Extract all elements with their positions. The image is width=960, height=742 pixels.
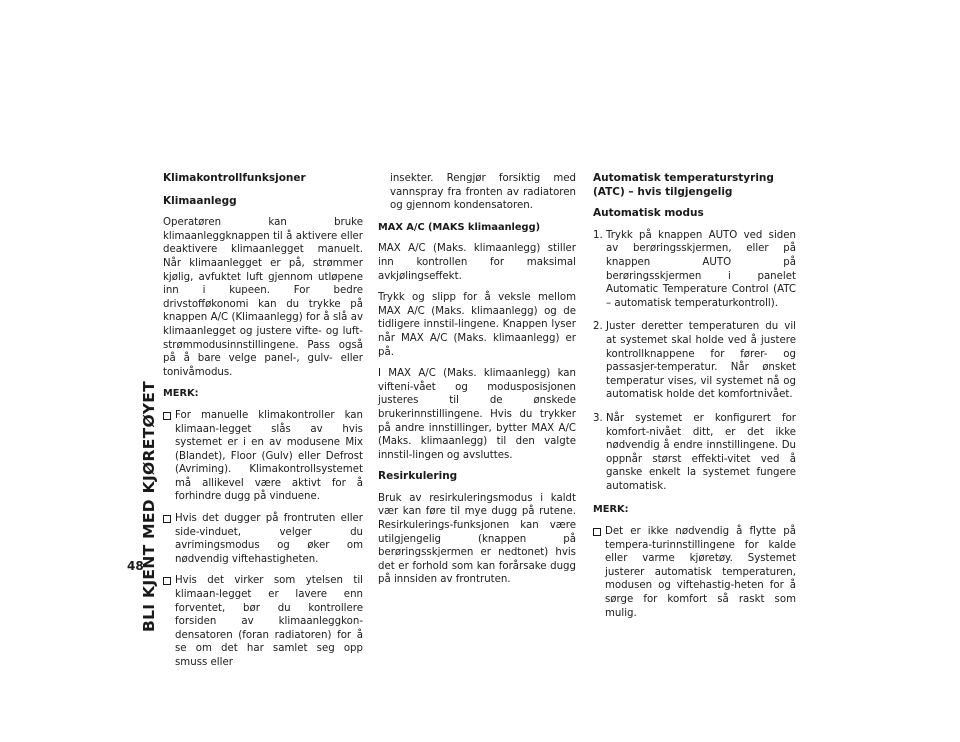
- note-heading: MERK:: [593, 504, 629, 516]
- section-label: BLI KJENT MED KJØRETØYET: [140, 381, 158, 632]
- numbered-step: 1. Trykk på knappen AUTO ved siden av berøringsskjermen, eller på knappen AUTO på berøringsskjermen i panelet Automatic Temperature Control (ATC – automatisk temperaturkontroll).: [593, 229, 796, 309]
- paragraph: I MAX A/C (Maks. klimaanlegg) kan vifteni-vået og modusposisjonen justeres til de ønskede brukerinnstillingene. Hvis du trykker på andre innstillinger, bytter MAX A/C (Maks. klimaanlegg) til den valgte innstil-lingen og avsluttes.: [378, 368, 576, 461]
- numbered-step: 3. Når systemet er konfigurert for komfort-nivået ditt, er det ikke nødvendig å endre innstillingene. Du oppnår størst effekti-vitet ved å ganske enkelt la systemet fungere automatisk.: [593, 412, 796, 492]
- maxac-heading: MAX A/C (MAKS klimaanlegg): [378, 221, 541, 233]
- checkbox-bullet-icon: [163, 515, 171, 523]
- note-heading: MERK:: [163, 388, 199, 400]
- recirculation-heading: Resirkulering: [378, 470, 458, 483]
- bullet-item: Hvis det virker som ytelsen til klimaan-legget er lavere enn forventet, bør du kontrollere forsiden av klimaanleggkon-densatoren (foran radiatoren) for å se om det har samlet seg opp smuss eller: [163, 574, 363, 669]
- column-1: [163, 172, 363, 678]
- bullet-item: For manuelle klimakontroller kan klimaan-legget slås av hvis systemet er i en av modusene Mix (Blandet), Floor (Gulv) eller Defrost (Avriming). Klimakontrollsystemet må allikevel være aktivt for å forhindre dugg på vinduene.: [163, 409, 363, 504]
- column-2: [378, 172, 576, 595]
- bullet-continuation: insekter. Rengjør forsiktig med vannspray fra fronten av radiatoren og gjennom kondensatoren.: [390, 173, 576, 212]
- paragraph: Operatøren kan bruke klimaanleggknappen til å aktivere eller deaktivere klimaanlegget manuelt. Når klimaanlegget er på, strømmer kjølig, avfuktet luft gjennom utløpene inn i kupeen. For bedre drivstofføkonomi kan du trykke på knappen A/C (Klimaanlegg) for å slå av klimaanlegget og justere vifte- og luft-strømmodusinnstillingene. Pass også på å bare velge panel-, gulv- eller tonivåmodus.: [163, 217, 363, 378]
- page-number: 48: [127, 559, 144, 573]
- atc-heading: Automatisk temperaturstyring (ATC) – hvis tilgjengelig: [593, 172, 774, 198]
- section-title: Klimakontrollfunksjoner: [163, 172, 306, 184]
- column-3: [593, 172, 796, 628]
- bullet-item: Det er ikke nødvendig å flytte på tempera-turinnstillingene for kalde eller varme kjøretøy. Systemet justerer automatisk temperaturen, modusen og viftehastig-heten for å sørge for komfort så raskt som mulig.: [593, 525, 796, 620]
- paragraph: MAX A/C (Maks. klimaanlegg) stiller inn kontrollen for maksimal avkjølingseffekt.: [378, 243, 576, 282]
- auto-mode-heading: Automatisk modus: [593, 207, 704, 220]
- checkbox-bullet-icon: [163, 577, 171, 585]
- subsection-heading: Klimaanlegg: [163, 194, 237, 207]
- checkbox-bullet-icon: [163, 412, 171, 420]
- numbered-step: 2. Juster deretter temperaturen du vil at systemet skal holde ved å justere kontrollknappene for fører- og passasjer-temperatur. Når ønsket temperatur vises, vil systemet nå og automatisk holde det komfortnivået.: [593, 321, 796, 401]
- bullet-item: Hvis det dugger på frontruten eller side-vinduet, velger du avrimingsmodus og øker om nødvendig viftehastigheten.: [163, 512, 363, 566]
- paragraph: Bruk av resirkuleringsmodus i kaldt vær kan føre til mye dugg på rutene. Resirkulerings-funksjonen kan være utilgjengelig (knappen på berøringsskjermen er nedtonet) hvis det er forhold som kan forårsake dugg på innsiden av frontruten.: [378, 492, 576, 586]
- paragraph: Trykk og slipp for å veksle mellom MAX A/C (Maks. klimaanlegg) og de tidligere innstil-lingene. Knappen lyser når MAX A/C (Maks. klimaanlegg) er på.: [378, 292, 576, 358]
- checkbox-bullet-icon: [593, 528, 601, 536]
